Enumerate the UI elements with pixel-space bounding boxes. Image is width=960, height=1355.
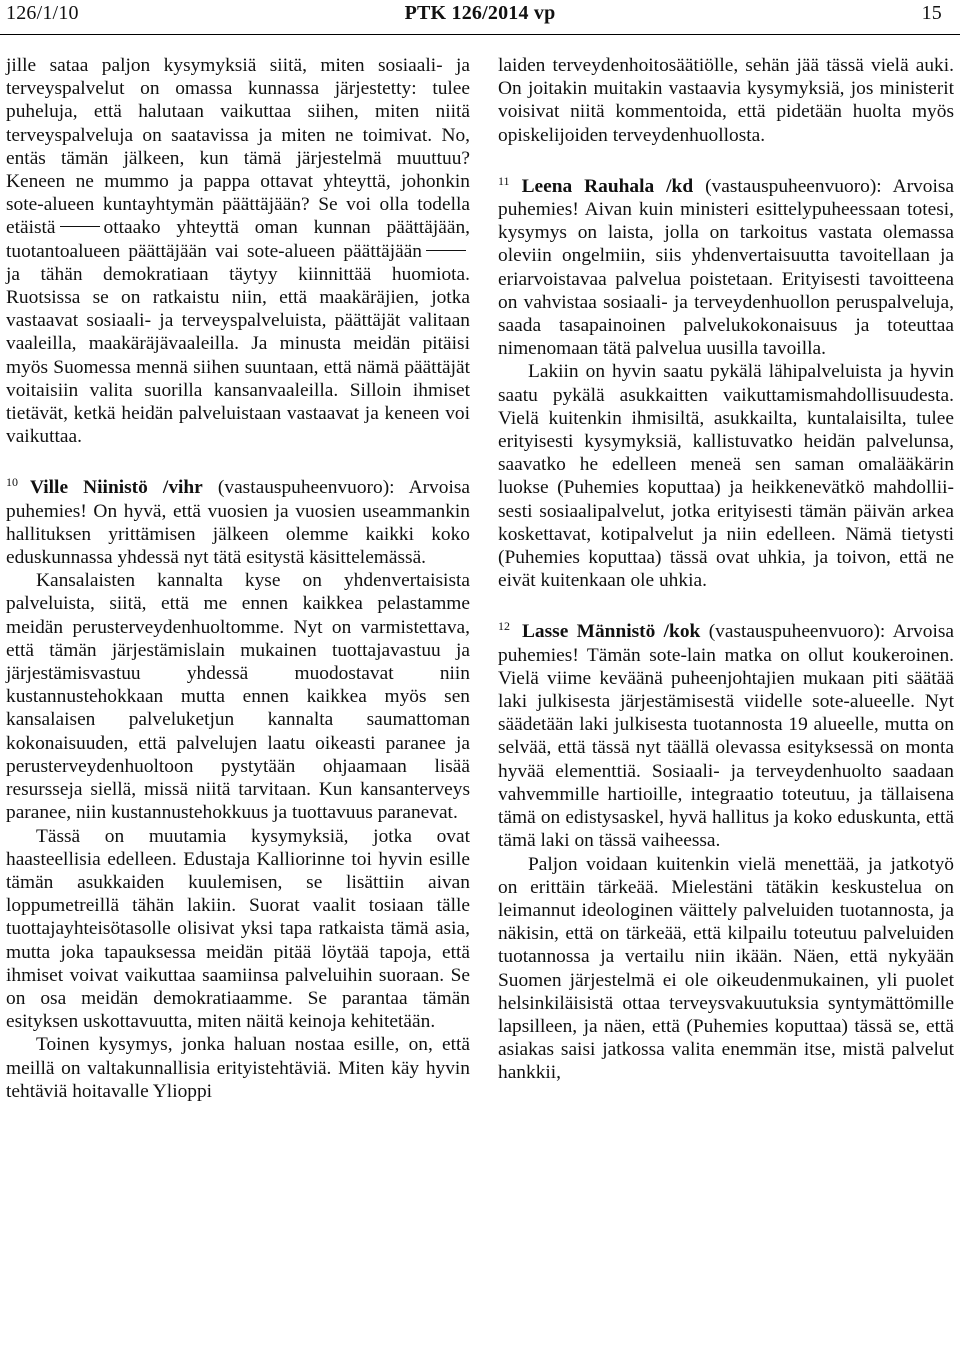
speaker-name: Ville Niinistö /vihr [30, 477, 203, 499]
page-header [0, 0, 960, 30]
speech-type: (vastauspuheenvuoro): [705, 175, 882, 197]
speech-text: Arvoisa puhemies! Aivan kuin ministeri esittelypuheessaan totesi, kysymys on laista, jolla on tarkoitus vastata olemassa oleviin ongelmiin, siis yhdenvertaisuutta tavoitellaan ja eriarvoistavaa palvelua poistetaan. Erityisesti tavoitteena on vahvistaa sosiaali- ja terveydenhuollon peruspalveluja, saada tasapainoinen palvelukokonaisuus ja toteuttaa nimenomaan tätä palvelua uusilla tavoilla. [498, 175, 954, 360]
em-dash [426, 250, 466, 251]
paragraph: Paljon voidaan kuitenkin vielä menettää, ja jatkotyö on erittäin tärkeää. Mielestäni tätäkin keskustelua on leimannut ideologinen väittely palveluiden tuotannosta, ja näkisin, että on tärkeää, että kilpailu toteutuu palveluiden tuotannossa ja vertailu niin ikään. Näen, että nykyään Suomen järjestelmä ei ole oikeudenmukainen, yli puolet helsinkiläisistä ottaa terveysvakuutuksia syntymättömille lapsilleen, ja näen, että (Puhemies koputtaa) tässä se, että asiakas saisi jatkossa valita enemmän itse, mistä palvelut hankkii, [498, 853, 954, 1084]
session-reference: 126/1/10 [6, 2, 79, 24]
right-column [498, 54, 954, 1085]
paragraph: Lakiin on hyvin saatu pykälä lähipalveluista ja hyvin saatu pykälä asukkaitten vaikuttamismahdollisuudesta. Vielä kuitenkin ihmisiltä, asukkailta, kuntalaisilta, tulee erityisesti kysymyksiä, kallistuvatko heidän palvelunsa, saavatko he edelleen meneä sen saman omalääkärin luokse (Puhemies koputtaa) ja heikkenevätkö mahdolliisesti sosiaalipalvelut, jotka erityisesti tämän päivän arkea koskettavat, kotipalvelut ja niin edelleen. Nämä tietysti (Puhemies koputtaa) tässä ovat uhkia, ja toivon, että ne eivät kuitenkaan ole uhkia. [498, 361, 954, 592]
paragraph: Tässä on muutamia kysymyksiä, jotka ovat haasteellisia edelleen. Edustaja Kalliorinne toi hyvin esille tämän asukkaiden kuulemisen, se lisättiin aivan loppumetreillä tähän lakiin. Suorat vaalit tosiaan tälle tuottajayhteisötasolle olisivat yksi tapa ratkaista tämä asia, mutta joka tapauksessa meidän pitää löytää tapoja, että ihmiset voivat vaikuttaa saamiinsa palveluihin suoraan. Se on osa meidän demokratiaamme. Se parantaa tämän esityksen uskottavuutta, miten näitä keinoja kehitetään. [6, 825, 470, 1033]
speech-type: (vastauspuheenvuoro): [217, 477, 395, 499]
speech-number: 11 [498, 173, 510, 188]
document-id: PTK 126/2014 vp [404, 2, 556, 24]
paragraph: Toinen kysymys, jonka haluan nostaa esille, on, että meillä on valtakunnallisia erityistehtäviä. Miten käy hyvin tehtäviä hoitavalle Ylioppi [6, 1034, 470, 1102]
speaker-paragraph [498, 615, 954, 852]
paragraph [6, 54, 470, 448]
text-run: jille sataa paljon kysymyksiä siitä, miten sosiaali- ja terveyspalvelut on omassa kunnassa järjestetty: tulee puheluja, että halutaan vaikuttaa siihen, miten niitä terveyspalveluja on saatavissa ja miten ne toimivat. No, entäs tämän jälkeen, kun tämä järjestelmä muuttuu? Keneen ne mummo ja pappa ottavat yhteyttä, johonkin sote-alueen kuntayhtymän päättäjään? Se voi olla todella etäistä [6, 55, 470, 239]
speaker-name: Leena Rauhala /kd [521, 175, 694, 197]
text-run: ja tähän demokratiaan täytyy kiinnittää huomiota. Ruotsissa se on ratkaistu niin, että maakäräjien, jotka vastaavat sosiaali- ja terveyspalveluista, päättäjät valitaan vaaleilla, maakäräjävaaleilla. Ja minusta meidän pitäisi myös Suomessa mennä siihen suuntaan, että nämä päättäjät voitaisiin valita suorilla kansanvaaleilla. Silloin ihmiset tietävät, ketkä heidän palveluistaan vastaavat ja keneen voi vaikuttaa. [6, 263, 470, 448]
paragraph: Kansalaisten kannalta kyse on yhdenvertaisista palveluista, siitä, että me ennen kaikkea pelastamme meidän perusterveydenhuoltomme. Nyt on varmistettava, että tämän järjestämislain mukainen tuottajavastuu ja järjestämisvastuu yhdessä muodostavat niin kustannustehokkaan mutta ennen kaikkea myös sen kansalaisen palveluketjun kannalta saumattoman kokonaisuuden, että palvelujen laatu oikeasti paranee ja perusterveydenhuoltoon pystytään ohjaamaan lisää resursseja siellä, missä niitä tarvitaan. Kun kansanterveys paranee, niin kustannustehokkuus ja tuottavuus paranevat. [6, 570, 470, 824]
speech-number: 10 [6, 475, 18, 490]
left-column [6, 54, 470, 1103]
header-rule [0, 34, 960, 35]
page-number: 15 [921, 2, 942, 24]
em-dash [60, 226, 100, 227]
speech-number: 12 [498, 619, 510, 634]
paragraph: laiden terveydenhoitosäätiölle, sehän jää tässä vielä auki. On joitakin muitakin vastaavia kysymyksiä, jos ministerit voisivat niitä kommentoida, että pidetään huolta myös opiskelijoiden terveydenhuollosta. [498, 55, 954, 146]
speaker-paragraph [498, 170, 954, 361]
speech-text: Arvoisa puhemies! Tämän sote-lain matka on ollut koukeroinen. Vielä viime keväänä puheenjohtajien mukaan piti säätää laki julkisesta järjestämisestä viidelle sote-alueelle. Nyt säädetään laki julkisesta tuotannosta 19 alueelle, mutta on selvää, että tässä nyt täällä olevassa esityksessä on monta hyvää elementtiä. Sosiaali- ja terveydenhuolto saadaan vahvemmille hartioille, integraatio toteutuu, ja tällaisena tämä on edistysaskel, hyvä hallitus ja koko eduskunta, että tämä laki on tässä vaiheessa. [498, 621, 954, 852]
speaker-paragraph [6, 471, 470, 569]
speech-text: Arvoisa puhemies! On hyvä, että vuosien ja vuosien useammankin hallituksen yrittämisen jälkeen olemme kaikki koko eduskunnassa yhdessä nyt tätä esitystä käsittelemässä. [6, 477, 470, 569]
speaker-name: Lasse Männistö /kok [522, 621, 701, 643]
speech-type: (vastauspuheenvuoro): [708, 621, 886, 643]
text-run: ottaako yhteyttä oman kunnan päättäjään, tuotantoalueen päättäjään vai sote-alueen päättäjään [6, 217, 470, 262]
